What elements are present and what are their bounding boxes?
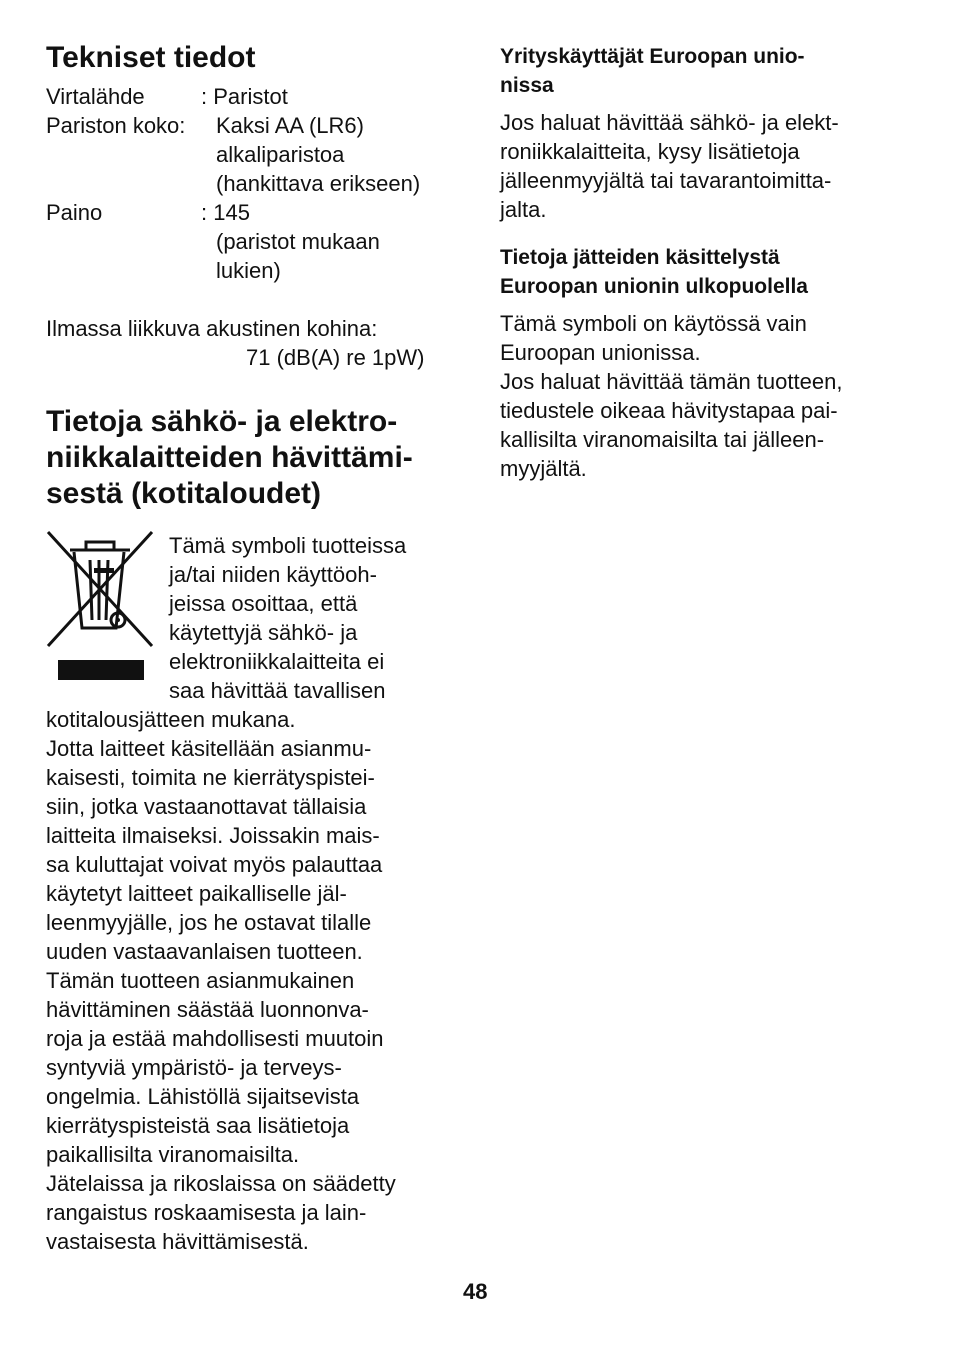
body-line: kotitalousjätteen mukana.: [46, 707, 296, 732]
body-line: paikallisilta viranomaisilta.: [46, 1142, 300, 1167]
spec-weight-value: (paristot mukaan: [216, 229, 380, 254]
weee-heading: [46, 404, 413, 512]
spec-power-value: : Paristot: [201, 84, 288, 109]
eu-business-heading: [500, 42, 805, 100]
body-line: laitteita ilmaiseksi. Joissakin mais-: [46, 823, 380, 848]
body-line: roniikkalaitteita, kysy lisätietoja: [500, 139, 800, 164]
spec-weight-label: Paino: [46, 200, 103, 225]
body-line: Jotta laitteet käsitellään asianmu-: [46, 736, 372, 761]
body-line: kaisesti, toimita ne kierrätyspistei-: [46, 765, 375, 790]
body-line: ongelmia. Lähistöllä sijaitsevista: [46, 1084, 360, 1109]
body-line: ja/tai niiden käyttöoh-: [169, 562, 377, 587]
spec-noise-value: 71 (dB(A) re 1pW): [246, 345, 425, 370]
body-line: kallisilta viranomaisilta tai jälleen-: [500, 427, 825, 452]
body-line: käytettyjä sähkö- ja: [169, 620, 358, 645]
spec-weight-value: : 145: [201, 200, 250, 225]
body-line: jälleenmyyjältä tai tavarantoimitta-: [500, 168, 832, 193]
body-line: jalta.: [500, 197, 547, 222]
heading-line: nissa: [500, 74, 554, 97]
body-line: hävittäminen säästää luonnonva-: [46, 997, 369, 1022]
body-line: sa kuluttajat voivat myös palauttaa: [46, 852, 383, 877]
body-line: elektroniikkalaitteita ei: [169, 649, 385, 674]
body-line: Tämän tuotteen asianmukainen: [46, 968, 355, 993]
weee-heading-line: niikkalaitteiden hävittämi-: [46, 441, 413, 474]
body-line: syntyviä ympäristö- ja terveys-: [46, 1055, 342, 1080]
body-line: uuden vastaavanlaisen tuotteen.: [46, 939, 363, 964]
body-line: leenmyyjälle, jos he ostavat tilalle: [46, 910, 372, 935]
body-line: kierrätyspisteistä saa lisätietoja: [46, 1113, 350, 1138]
body-line: tiedustele oikeaa hävitystapaa pai-: [500, 398, 838, 423]
body-line: Jätelaissa ja rikoslaissa on säädetty: [46, 1171, 396, 1196]
body-line: jeissa osoittaa, että: [169, 591, 358, 616]
weee-heading-line: Tietoja sähkö- ja elektro-: [46, 405, 398, 438]
outside-eu-heading: [500, 243, 808, 301]
spec-weight-value: lukien): [216, 258, 281, 283]
spec-battery-value: (hankittava erikseen): [216, 171, 421, 196]
body-line: käytetyt laitteet paikalliselle jäl-: [46, 881, 347, 906]
body-line: myyjältä.: [500, 456, 587, 481]
heading-line: Euroopan unionin ulkopuolella: [500, 275, 808, 298]
heading-line: Yrityskäyttäjät Euroopan unio-: [500, 45, 805, 68]
body-line: saa hävittää tavallisen: [169, 678, 386, 703]
body-line: roja ja estää mahdollisesti muutoin: [46, 1026, 384, 1051]
body-line: Jos haluat hävittää tämän tuotteen,: [500, 369, 843, 394]
spec-battery-label: Pariston koko:: [46, 113, 186, 138]
weee-heading-line: sestä (kotitaloudet): [46, 477, 322, 510]
spec-noise-label: Ilmassa liikkuva akustinen kohina:: [46, 316, 378, 341]
spec-battery-value: alkaliparistoa: [216, 142, 345, 167]
body-line: Tämä symboli tuotteissa: [169, 533, 407, 558]
spec-battery-value: Kaksi AA (LR6): [216, 113, 364, 138]
body-line: Jos haluat hävittää sähkö- ja elekt-: [500, 110, 839, 135]
body-line: Euroopan unionissa.: [500, 340, 701, 365]
heading-line: Tietoja jätteiden käsittelystä: [500, 246, 780, 269]
body-line: siin, jotka vastaanottavat tällaisia: [46, 794, 367, 819]
body-line: Tämä symboli on käytössä vain: [500, 311, 807, 336]
page-title: Tekniset tiedot: [46, 41, 256, 74]
spec-power-label: Virtalähde: [46, 84, 145, 109]
body-line: rangaistus roskaamisesta ja lain-: [46, 1200, 367, 1225]
page-number: 48: [463, 1279, 488, 1304]
body-line: vastaisesta hävittämisestä.: [46, 1229, 309, 1254]
weee-bin-icon: [44, 528, 158, 684]
